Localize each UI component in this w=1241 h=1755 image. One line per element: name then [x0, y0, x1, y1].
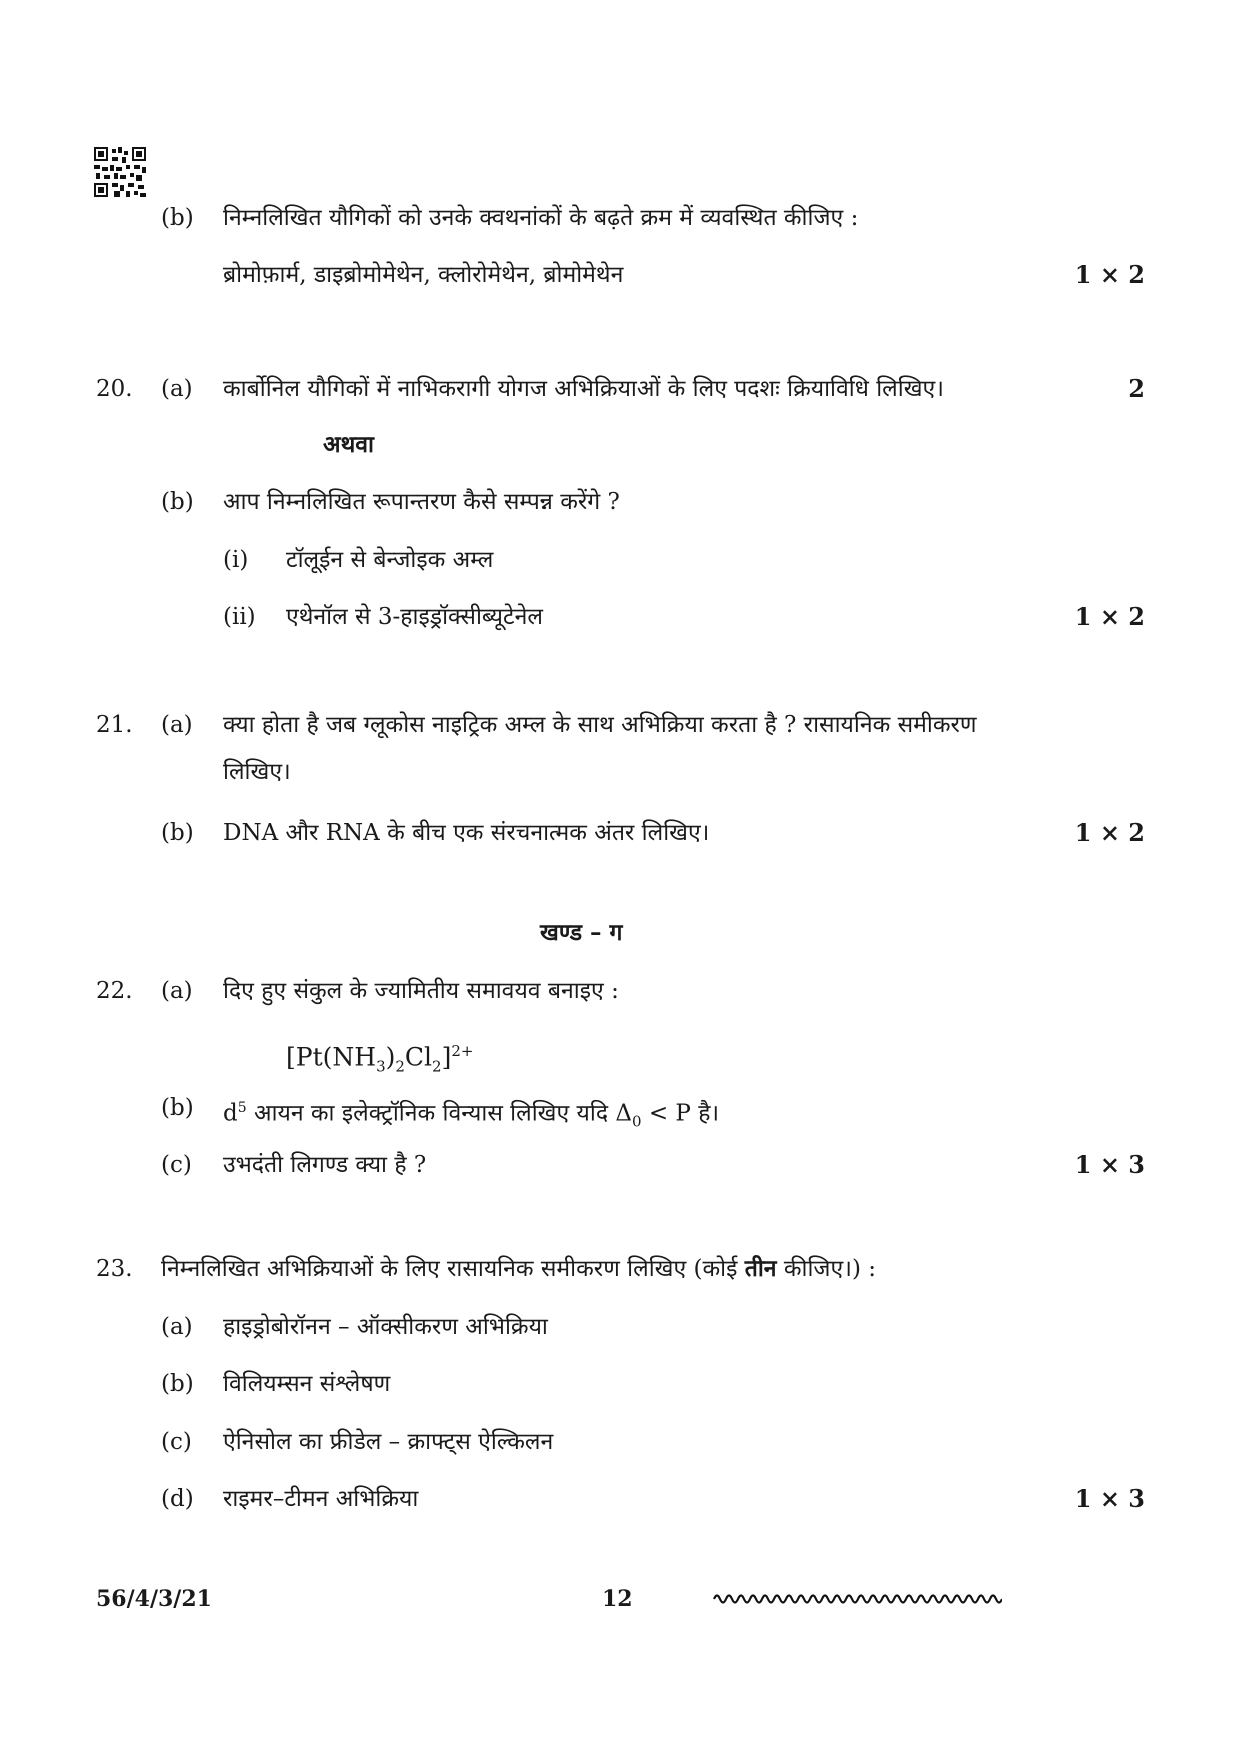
page-number: 12 — [602, 1586, 633, 1612]
q23-b-text: विलियम्सन संश्लेषण — [223, 1371, 391, 1397]
q20-b-i-text: टॉलूईन से बेन्जोइक अम्ल — [286, 547, 494, 573]
q23-d-text: राइमर–टीमन अभिक्रिया — [223, 1486, 419, 1512]
q23-a-text: हाइड्रोबोरॉनन – ऑक्सीकरण अभिक्रिया — [223, 1314, 548, 1340]
q23-a-label: (a) — [161, 1314, 193, 1340]
q20-a-label: (a) — [161, 376, 193, 402]
q21-a-text-line1: क्या होता है जब ग्लूकोस नाइट्रिक अम्ल के साथ अभिक्रिया करता है ? रासायनिक समीकरण — [223, 712, 977, 738]
q21-b-text: DNA और RNA के बीच एक संरचनात्मक अंतर लिखिए। — [223, 820, 710, 846]
q22-a-label: (a) — [161, 978, 193, 1004]
q19-b-text: निम्नलिखित यौगिकों को उनके क्वथनांकों के बढ़ते क्रम में व्यवस्थित कीजिए : — [223, 205, 859, 231]
q22-marks: 1 × 3 — [1074, 1150, 1145, 1179]
q21-a-label: (a) — [161, 712, 193, 738]
q20-b-label: (b) — [161, 489, 194, 515]
wavy-line-ornament — [712, 1591, 1002, 1607]
q21-number: 21. — [96, 712, 133, 738]
q20-b-i-label: (i) — [223, 547, 249, 573]
q19-b-compounds: ब्रोमोफ़ार्म, डाइब्रोमोमेथेन, क्लोरोमेथेन, ब्रोमोमेथेन — [223, 262, 624, 288]
q19-marks: 1 × 2 — [1074, 260, 1145, 289]
q23-d-label: (d) — [161, 1486, 194, 1512]
q23-b-label: (b) — [161, 1371, 194, 1397]
qr-code-icon — [94, 147, 146, 197]
q20-or: अथवा — [323, 431, 375, 458]
footer-code: 56/4/3/21 — [96, 1586, 212, 1612]
q20-b-ii-label: (ii) — [223, 604, 256, 630]
q20-number: 20. — [96, 376, 133, 402]
q22-b-text: $d^5$ आयन का इलेक्ट्रॉनिक विन्यास लिखिए यदि $\Delta_0 < P$ है। — [223, 1100, 720, 1131]
q23-marks: 1 × 3 — [1074, 1484, 1145, 1513]
q22-c-label: (c) — [161, 1152, 192, 1178]
q20-b-text: आप निम्नलिखित रूपान्तरण कैसे सम्पन्न करेंगे ? — [223, 489, 620, 515]
complex-formula: $[Pt(NH_3)_2Cl_2]^{2+}$ — [286, 1042, 474, 1076]
q23-text: निम्नलिखित अभिक्रियाओं के लिए रासायनिक समीकरण लिखिए (कोई तीन कीजिए।) : — [161, 1255, 876, 1282]
q19-b-label: (b) — [161, 205, 194, 231]
q22-b-label: (b) — [161, 1095, 194, 1121]
q22-a-text: दिए हुए संकुल के ज्यामितीय समावयव बनाइए : — [223, 978, 619, 1004]
q20-b-ii-text: एथेनॉल से 3-हाइड्रॉक्सीब्यूटेनेल — [286, 604, 543, 630]
q20-a-marks: 2 — [1128, 374, 1145, 403]
q22-c-text: उभदंती लिगण्ड क्या है ? — [223, 1152, 427, 1178]
q21-a-text-line2: लिखिए। — [223, 759, 291, 785]
q23-c-label: (c) — [161, 1429, 192, 1455]
q20-b-marks: 1 × 2 — [1074, 602, 1145, 631]
q21-b-label: (b) — [161, 820, 194, 846]
q22-number: 22. — [96, 978, 133, 1004]
q21-marks: 1 × 2 — [1074, 818, 1145, 847]
q20-a-text: कार्बोनिल यौगिकों में नाभिकरागी योगज अभिक्रियाओं के लिए पदशः क्रियाविधि लिखिए। — [223, 376, 944, 402]
section-c-title: खण्ड – ग — [540, 919, 623, 946]
q23-c-text: ऐनिसोल का फ्रीडेल – क्राफ्ट्स ऐल्किलन — [223, 1429, 554, 1455]
q23-number: 23. — [96, 1256, 133, 1282]
